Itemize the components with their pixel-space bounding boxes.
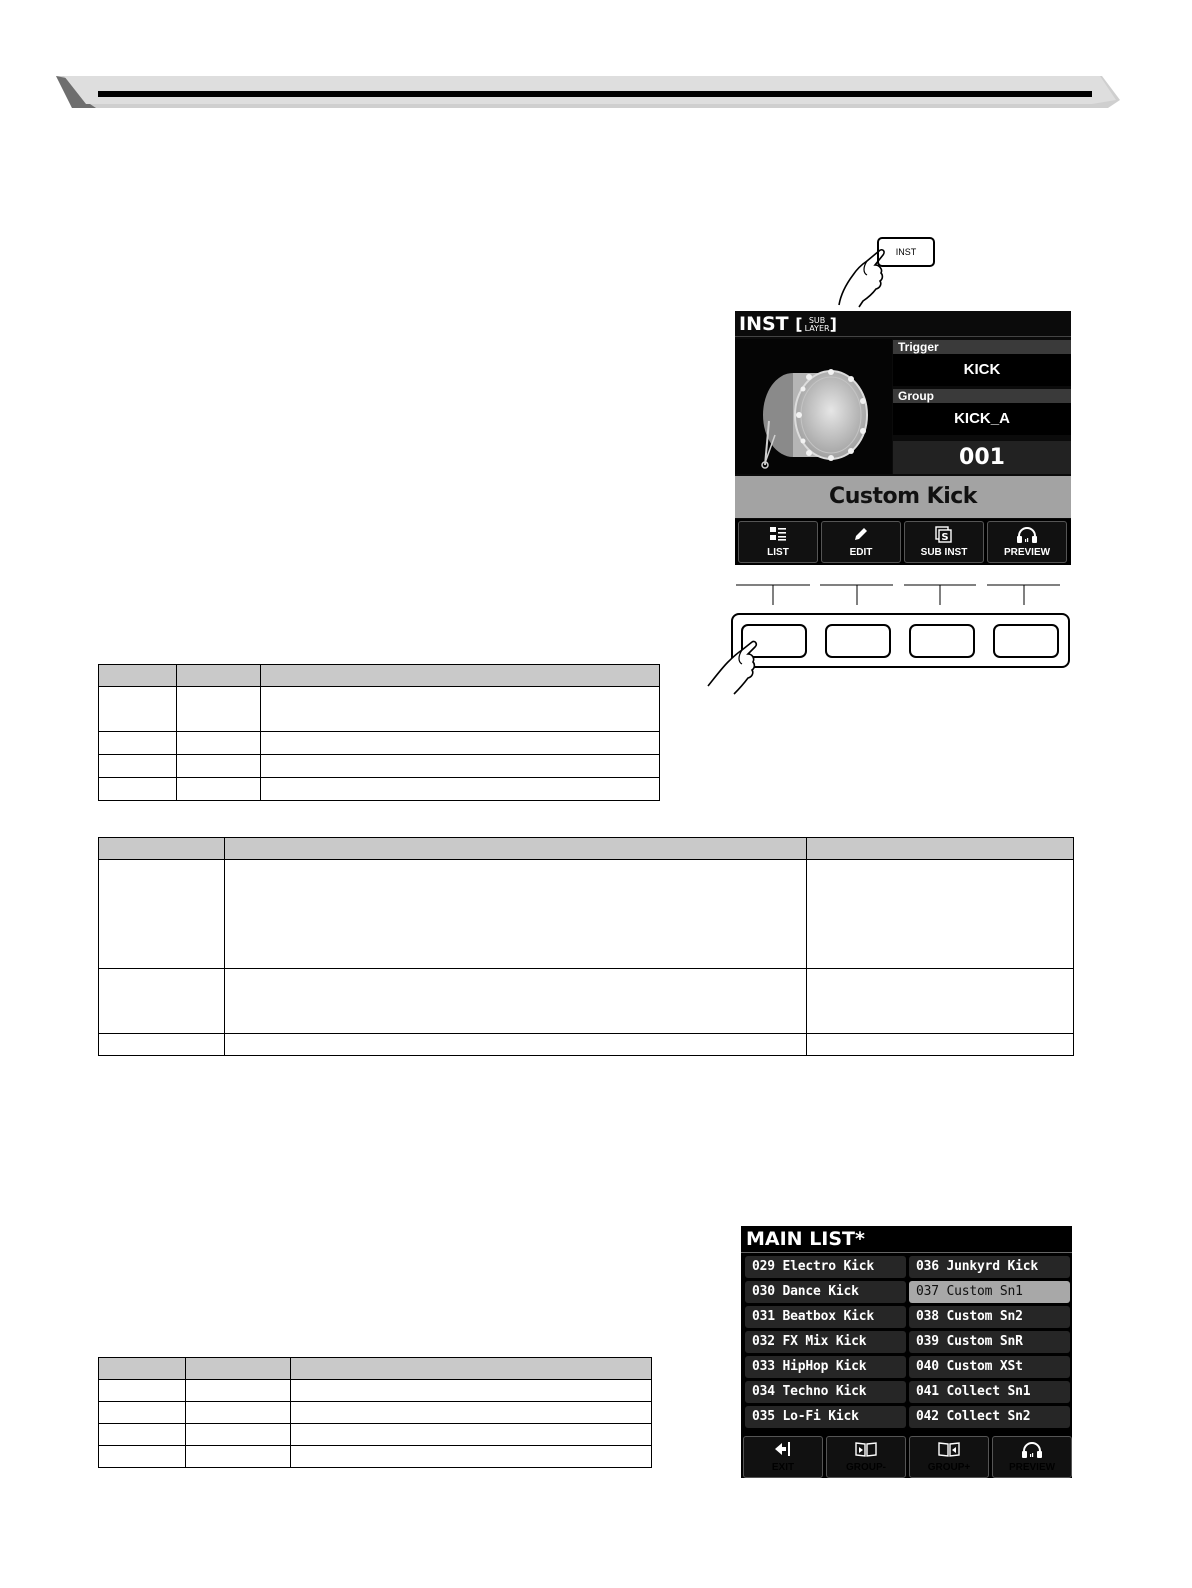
preview-button[interactable] — [992, 1436, 1072, 1478]
inst-screen — [735, 311, 1071, 565]
table-header-cell — [291, 1358, 652, 1380]
instrument-name: Custom Kick — [735, 476, 1071, 518]
book-left-icon — [827, 1441, 905, 1461]
table-header-cell — [99, 665, 177, 687]
exit-button-label: EXIT — [771, 1462, 795, 1473]
table-1 — [98, 664, 660, 801]
function-button-panel — [731, 613, 1070, 668]
instrument-number: 001 — [893, 441, 1071, 474]
list-item[interactable]: 040 Custom XSt — [909, 1356, 1070, 1378]
table-header-cell — [99, 838, 225, 860]
trigger-value: KICK — [893, 354, 1071, 386]
book-right-icon — [910, 1441, 988, 1461]
connector-lines — [731, 580, 1070, 610]
table-row — [99, 1402, 652, 1424]
table-row — [99, 732, 660, 755]
preview-button-label: PREVIEW — [1003, 547, 1051, 558]
preview-button-label: PREVIEW — [1008, 1462, 1056, 1473]
group-minus-button[interactable] — [826, 1436, 906, 1478]
pressing-hand-icon — [833, 243, 893, 309]
list-item[interactable]: 036 Junkyrd Kick — [909, 1256, 1070, 1278]
table-row — [99, 687, 660, 732]
svg-text:S: S — [941, 532, 949, 543]
list-item[interactable]: 032 FX Mix Kick — [745, 1331, 906, 1353]
table-header-cell — [177, 665, 261, 687]
group-plus-button[interactable] — [909, 1436, 989, 1478]
edit-button[interactable] — [821, 521, 901, 563]
list-icon — [739, 526, 817, 546]
table-row — [99, 1380, 652, 1402]
table-header-cell — [186, 1358, 291, 1380]
physical-button-3[interactable] — [909, 624, 975, 658]
table-row — [99, 860, 1074, 969]
list-item-selected[interactable]: 037 Custom Sn1 — [909, 1281, 1070, 1303]
list-item[interactable]: 034 Techno Kick — [745, 1381, 906, 1403]
preview-button[interactable] — [987, 521, 1067, 563]
table-header-cell — [225, 838, 807, 860]
list-item[interactable]: 030 Dance Kick — [745, 1281, 906, 1303]
pencil-icon — [822, 526, 900, 546]
table-header-cell — [807, 838, 1074, 860]
list-item[interactable]: 042 Collect Sn2 — [909, 1406, 1070, 1428]
list-item[interactable]: 035 Lo-Fi Kick — [745, 1406, 906, 1428]
list-item[interactable]: 033 HipHop Kick — [745, 1356, 906, 1378]
exit-button[interactable] — [743, 1436, 823, 1478]
table-row — [99, 778, 660, 801]
headphones-icon — [993, 1441, 1071, 1461]
list-item[interactable]: 041 Collect Sn1 — [909, 1381, 1070, 1403]
table-header-cell — [99, 1358, 186, 1380]
list-item[interactable]: 038 Custom Sn2 — [909, 1306, 1070, 1328]
table-3 — [98, 1357, 652, 1468]
table-row — [99, 1034, 1074, 1056]
group-label: Group — [893, 389, 1071, 403]
list-item[interactable]: 031 Beatbox Kick — [745, 1306, 906, 1328]
bass-drum-image — [735, 339, 892, 474]
screen-title-text: INST — [739, 313, 789, 335]
table-row — [99, 1446, 652, 1468]
physical-button-4[interactable] — [993, 624, 1059, 658]
header-bar — [56, 74, 1120, 112]
main-list-screen — [741, 1226, 1072, 1478]
list-item[interactable]: 029 Electro Kick — [745, 1256, 906, 1278]
sub-inst-icon — [905, 526, 983, 546]
edit-button-label: EDIT — [849, 547, 873, 558]
trigger-label: Trigger — [893, 340, 1071, 354]
physical-button-2[interactable] — [825, 624, 891, 658]
function-bar — [735, 519, 1071, 565]
group-minus-button-label: GROUP- — [846, 1462, 886, 1473]
group-plus-button-label: GROUP+ — [927, 1462, 971, 1473]
function-bar — [741, 1434, 1072, 1478]
table-row — [99, 755, 660, 778]
exit-icon — [744, 1441, 822, 1461]
table-header-cell — [261, 665, 660, 687]
list-item[interactable]: 039 Custom SnR — [909, 1331, 1070, 1353]
screen-title: MAIN LIST* — [741, 1226, 1072, 1253]
group-value: KICK_A — [893, 403, 1071, 435]
sub-inst-button[interactable] — [904, 521, 984, 563]
table-row — [99, 969, 1074, 1034]
headphones-icon — [988, 526, 1066, 546]
inst-button[interactable]: INST — [877, 237, 935, 267]
table-2 — [98, 837, 1074, 1056]
list-button-label: LIST — [767, 547, 789, 558]
sub-inst-button-label: SUB INST — [920, 547, 968, 558]
pressing-hand-icon — [706, 640, 762, 700]
sub-layer-indicator: SUB LAYER — [804, 315, 830, 333]
list-button[interactable] — [738, 521, 818, 563]
table-row — [99, 1424, 652, 1446]
screen-title: INST [ SUB LAYER] — [735, 311, 1071, 337]
